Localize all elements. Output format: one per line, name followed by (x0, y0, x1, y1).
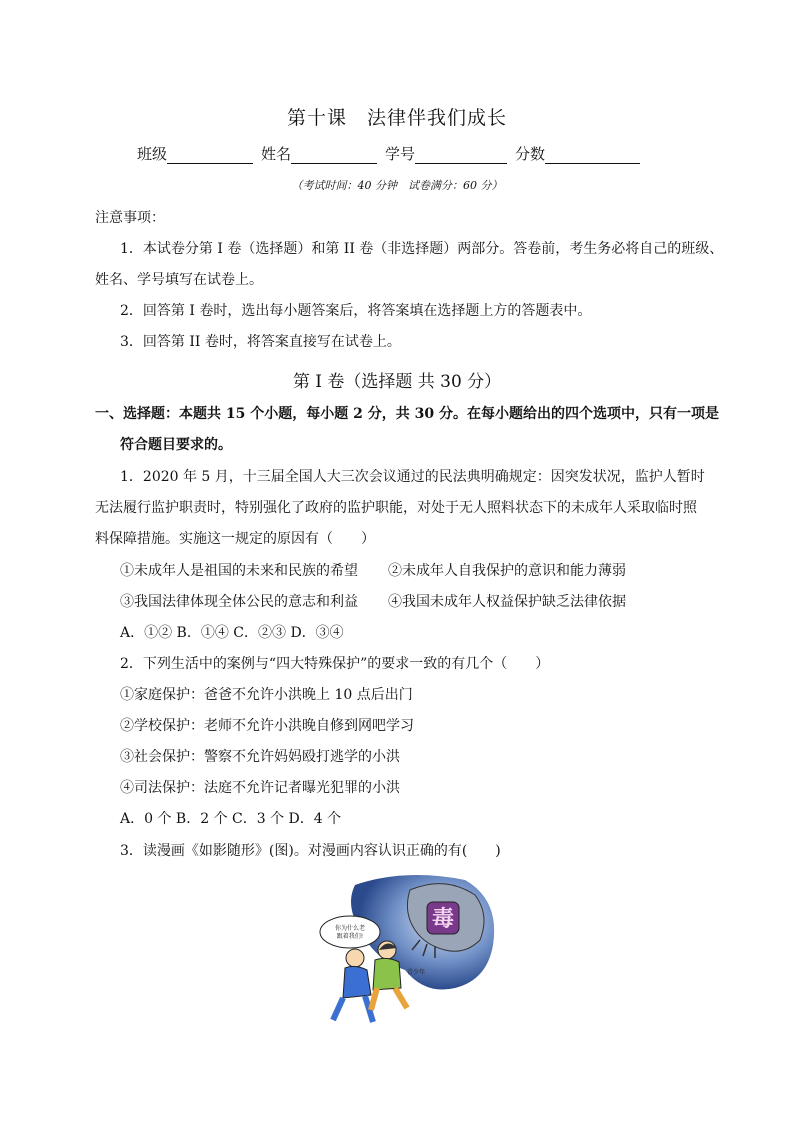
cartoon-tag: 青少年 (407, 969, 426, 976)
question-1-answers: A．①② B．①④ C．②③ D．③④ (120, 625, 344, 641)
note-item: 2．回答第 I 卷时，选出每小题答案后，将答案填在选择题上方的答题表中。 (120, 303, 592, 319)
question-2-answers: A．0 个 B．2 个 C．3 个 D．4 个 (120, 811, 342, 827)
student-id-blank[interactable] (415, 149, 507, 164)
question-3-stem: 3．读漫画《如影随形》(图)。对漫画内容认识正确的有( ) (120, 843, 501, 859)
name-field[interactable] (261, 143, 377, 164)
note-item: 1．本试卷分第 I 卷（选择题）和第 II 卷（非选择题）两部分。答卷前，考生务必将自己的班级、 (120, 241, 724, 257)
note-item: 3．回答第 II 卷时，将答案直接写在试卷上。 (120, 334, 401, 350)
question-1-stem: 无法履行监护职责时，特别强化了政府的监护职能，对处于无人照料状态下的未成年人采取临时照 (95, 500, 697, 516)
section-instruction: 符合题目要求的。 (120, 437, 232, 453)
note-item: 姓名、学号填写在试卷上。 (95, 272, 263, 288)
question-2-item: ④司法保护：法庭不允许记者曝光犯罪的小洪 (120, 780, 400, 796)
student-id-label: 学号 (385, 145, 416, 163)
name-label: 姓名 (261, 145, 292, 163)
svg-text:你为什么老: 你为什么老 (334, 925, 366, 932)
cartoon-poison-char: 毒 (431, 907, 455, 932)
section-instruction: 一、选择题：本题共 15 个小题，每小题 2 分，共 30 分。在每小题给出的四个选项中，只有一项是 (95, 406, 719, 422)
class-label: 班级 (137, 145, 168, 163)
question-1-stem: 料保障措施。实施这一规定的原因有（ ） (95, 531, 375, 547)
question-1-option: ④我国未成年人权益保护缺乏法律依据 (388, 594, 626, 610)
name-blank[interactable] (291, 149, 377, 164)
class-blank[interactable] (167, 149, 253, 164)
exam-info: （考试时间：40 分钟 试卷满分：60 分） (291, 179, 503, 192)
question-2-item: ②学校保护：老师不允许小洪晚自修到网吧学习 (120, 718, 414, 734)
student-info-fields (137, 143, 640, 164)
score-field[interactable] (515, 143, 640, 164)
notes-heading: 注意事项： (95, 210, 165, 226)
class-field[interactable] (137, 143, 253, 164)
question-1-stem: 1．2020 年 5 月，十三届全国人大三次会议通过的民法典明确规定：因突发状况，监护人暂时 (120, 469, 705, 485)
section-title: 第 I 卷（选择题 共 30 分） (292, 372, 502, 392)
page-title: 第十课 法律伴我们成长 (286, 107, 507, 129)
score-blank[interactable] (545, 149, 640, 164)
score-label: 分数 (515, 145, 546, 163)
question-2-stem: 2．下列生活中的案例与“四大特殊保护”的要求一致的有几个（ ） (120, 656, 550, 672)
question-2-item: ③社会保护：警察不允许妈妈殴打逃学的小洪 (120, 749, 400, 765)
question-1-option: ①未成年人是祖国的未来和民族的希望 (120, 563, 358, 579)
student-id-field[interactable] (385, 143, 507, 164)
svg-text:跟着我们!: 跟着我们! (336, 933, 364, 940)
cartoon-image (315, 870, 500, 1030)
question-1-option: ②未成年人自我保护的意识和能力薄弱 (388, 563, 626, 579)
question-1-option: ③我国法律体现全体公民的意志和利益 (120, 594, 358, 610)
question-2-item: ①家庭保护：爸爸不允许小洪晚上 10 点后出门 (120, 687, 413, 703)
